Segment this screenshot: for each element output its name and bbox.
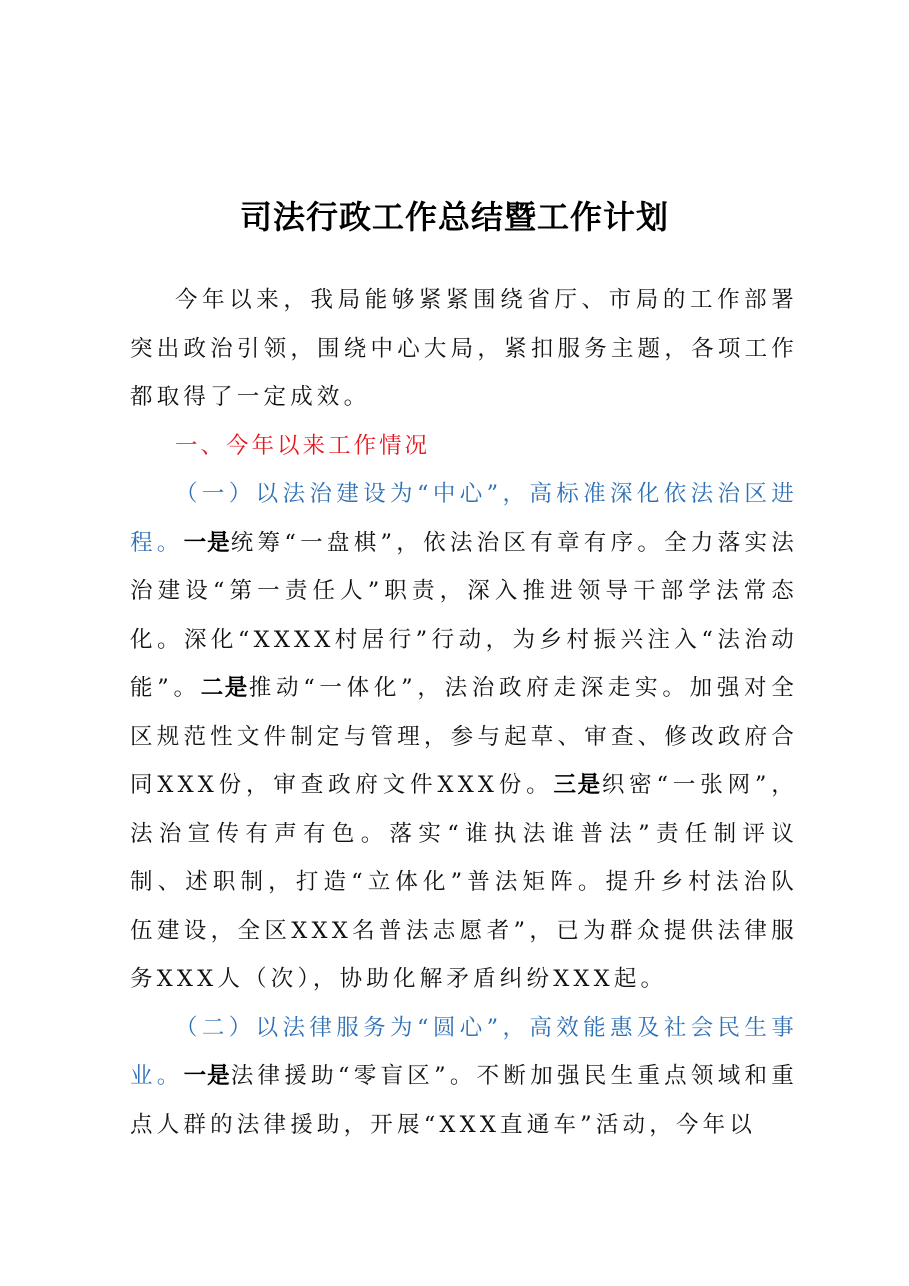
point-lead-4: 一是	[183, 1063, 231, 1089]
subsection-1-heading: （一）以法治建设为“中心”，高标准深化依法治区进程。	[130, 481, 798, 556]
point-lead-1: 一是	[183, 529, 231, 556]
intro-paragraph: 今年以来，我局能够紧紧围绕省厅、市局的工作部署突出政治引领，围绕中心大局，紧扣服务主题，各项工作都取得了一定成效。	[130, 287, 798, 410]
subsection-2-paragraph	[130, 1004, 798, 1150]
section-heading-text: 一、今年以来工作情况	[175, 432, 431, 459]
point-lead-3: 三是	[553, 772, 602, 798]
point-text-1: 统筹“一盘棋”，依法治区有章有序。全力落实法治建设“第一责任人”职责，深入推进领导干部学法常态化。深化“XXXX村居行”行动，为乡村振兴注入“法治动能”。	[130, 529, 798, 701]
point-text-4: 法律援助“零盲区”。不断加强民生重点领域和重点人群的法律援助，开展“XXX直通车”活动，今年以	[130, 1063, 798, 1138]
subsection-1-paragraph	[130, 470, 798, 1004]
document-body	[130, 276, 798, 1149]
point-lead-2: 二是	[200, 675, 249, 701]
document-title: 司法行政工作总结暨工作计划	[239, 198, 669, 236]
point-text-3: 织密“一张网”，法治宣传有声有色。落实“谁执法谁普法”责任制评议制、述职制，打造“立体化”普法矩阵。提升乡村法治队伍建设，全区XXX名普法志愿者”，已为群众提供法律服务XXX人（次），协助化解矛盾纠纷XXX起。	[130, 772, 798, 992]
point-text-2: 推动“一体化”，法治政府走深走实。加强对全区规范性文件制定与管理，参与起草、审查、修改政府合同XXX份，审查政府文件XXX份。	[130, 675, 798, 798]
subsection-2-heading: （二）以法律服务为“圆心”，高效能惠及社会民生事业。	[130, 1014, 798, 1089]
section-heading	[130, 422, 798, 471]
